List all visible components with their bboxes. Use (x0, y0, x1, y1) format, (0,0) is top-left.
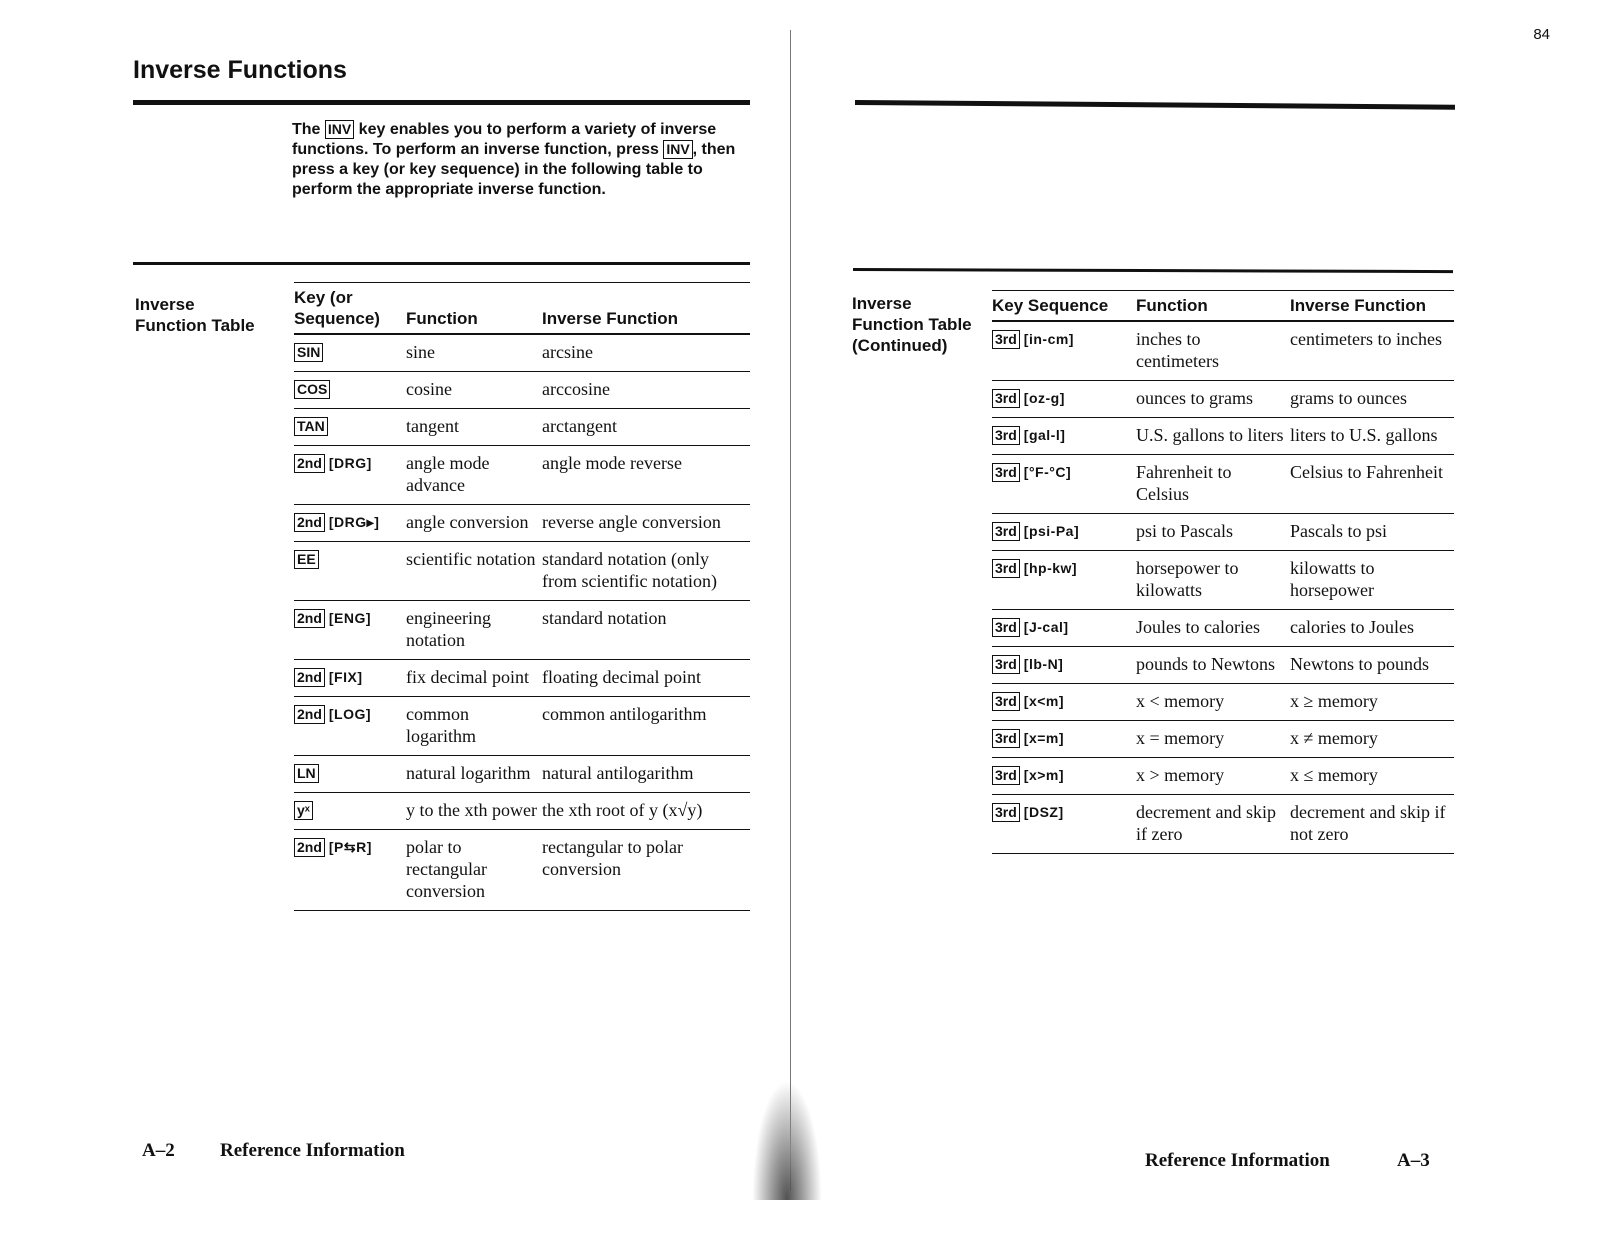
function-cell: ounces to grams (1136, 381, 1290, 418)
key-cell (294, 793, 406, 830)
table-label-line: Inverse (852, 294, 912, 313)
function-cell: natural logarithm (406, 756, 542, 793)
table-row (992, 647, 1454, 684)
footer-section: Reference Information (1145, 1150, 1330, 1171)
table-label-line: (Continued) (852, 336, 948, 355)
table-row (294, 446, 750, 505)
inverse-function-cell: Newtons to pounds (1290, 647, 1454, 684)
key-sequence-suffix: [x>m] (1023, 767, 1065, 783)
column-header-key: Key (or Sequence) (294, 283, 406, 335)
calculator-key-icon: 3rd (992, 389, 1020, 408)
key-sequence-suffix: [LOG] (328, 706, 372, 722)
key-cell (294, 505, 406, 542)
calculator-key-icon: 3rd (992, 766, 1020, 785)
key-sequence-suffix: [in-cm] (1023, 331, 1074, 347)
function-cell: cosine (406, 372, 542, 409)
footer-page-number: A–3 (1397, 1150, 1430, 1171)
function-cell: polar to rectangular conversion (406, 830, 542, 911)
table-row (294, 660, 750, 697)
left-page (0, 0, 795, 1237)
key-sequence-suffix: [lb-N] (1023, 656, 1064, 672)
calculator-key-icon: COS (294, 380, 330, 399)
calculator-key-icon: 3rd (992, 559, 1020, 578)
table-row (992, 381, 1454, 418)
footer-page-number: A–2 (142, 1140, 175, 1161)
inverse-function-cell: x ≥ memory (1290, 684, 1454, 721)
key-sequence-suffix: [oz-g] (1023, 390, 1065, 406)
function-cell: U.S. gallons to liters (1136, 418, 1290, 455)
table-label (135, 294, 255, 336)
inv-key-icon: INV (663, 140, 692, 159)
function-cell: fix decimal point (406, 660, 542, 697)
key-cell (294, 697, 406, 756)
title-rule (133, 100, 750, 105)
section-rule (853, 268, 1453, 273)
key-sequence-suffix: [psi-Pa] (1023, 523, 1080, 539)
table-row (992, 758, 1454, 795)
table-row (294, 334, 750, 372)
table-label (852, 293, 972, 356)
calculator-key-icon: yˣ (294, 801, 313, 820)
calculator-key-icon: LN (294, 764, 319, 783)
key-cell (294, 601, 406, 660)
function-cell: Fahrenheit to Celsius (1136, 455, 1290, 514)
calculator-key-icon: 2nd (294, 454, 325, 473)
table-header-row (992, 291, 1454, 322)
table-row (992, 455, 1454, 514)
calculator-key-icon: EE (294, 550, 319, 569)
calculator-key-icon: SIN (294, 343, 323, 362)
table-row (294, 542, 750, 601)
column-header-function: Function (406, 283, 542, 335)
key-cell (992, 381, 1136, 418)
inverse-function-cell: grams to ounces (1290, 381, 1454, 418)
key-cell (992, 647, 1136, 684)
table-body (992, 321, 1454, 854)
inverse-function-cell: x ≠ memory (1290, 721, 1454, 758)
table-row (294, 793, 750, 830)
function-cell: sine (406, 334, 542, 372)
key-cell (294, 446, 406, 505)
inverse-function-cell: the xth root of y (x√y) (542, 793, 750, 830)
table-header-row (294, 283, 750, 335)
key-cell (992, 455, 1136, 514)
calculator-key-icon: 3rd (992, 729, 1020, 748)
title-rule (855, 100, 1455, 110)
calculator-key-icon: 3rd (992, 655, 1020, 674)
table-label-line: Inverse (135, 295, 195, 314)
inverse-function-cell: floating decimal point (542, 660, 750, 697)
inverse-function-cell: liters to U.S. gallons (1290, 418, 1454, 455)
inverse-function-table-continued (992, 290, 1454, 854)
function-cell: angle conversion (406, 505, 542, 542)
function-cell: psi to Pascals (1136, 514, 1290, 551)
calculator-key-icon: 2nd (294, 609, 325, 628)
function-cell: horsepower to kilowatts (1136, 551, 1290, 610)
calculator-key-icon: 3rd (992, 522, 1020, 541)
key-sequence-suffix: [x=m] (1023, 730, 1065, 746)
key-cell (992, 758, 1136, 795)
key-cell (294, 542, 406, 601)
key-cell (294, 660, 406, 697)
function-cell: inches to centimeters (1136, 321, 1290, 381)
inverse-function-cell: centimeters to inches (1290, 321, 1454, 381)
intro-paragraph (292, 120, 752, 200)
calculator-key-icon: 3rd (992, 692, 1020, 711)
key-sequence-suffix: [J-cal] (1023, 619, 1069, 635)
key-cell (992, 610, 1136, 647)
intro-text-3: , then press a key (or key sequence) in the following table to perform the appropriate inverse function. (292, 141, 736, 198)
table-row (294, 830, 750, 911)
calculator-key-icon: TAN (294, 417, 328, 436)
footer-section: Reference Information (220, 1140, 405, 1161)
section-rule (133, 262, 750, 265)
key-sequence-suffix: [DSZ] (1023, 804, 1064, 820)
inverse-function-cell: standard notation (only from scientific notation) (542, 542, 750, 601)
function-cell: tangent (406, 409, 542, 446)
table-row (992, 721, 1454, 758)
table-row (992, 514, 1454, 551)
function-cell: Joules to calories (1136, 610, 1290, 647)
function-cell: pounds to Newtons (1136, 647, 1290, 684)
calculator-key-icon: 2nd (294, 668, 325, 687)
inverse-function-cell: arccosine (542, 372, 750, 409)
key-cell (992, 321, 1136, 381)
key-cell (294, 409, 406, 446)
function-cell: y to the xth power (406, 793, 542, 830)
function-cell: scientific notation (406, 542, 542, 601)
table-row (294, 697, 750, 756)
calculator-key-icon: 3rd (992, 426, 1020, 445)
key-cell (992, 551, 1136, 610)
inverse-function-cell: x ≤ memory (1290, 758, 1454, 795)
function-cell: common logarithm (406, 697, 542, 756)
key-cell (294, 334, 406, 372)
key-cell (992, 514, 1136, 551)
inverse-function-cell: Pascals to psi (1290, 514, 1454, 551)
function-cell: x > memory (1136, 758, 1290, 795)
key-sequence-suffix: [x<m] (1023, 693, 1065, 709)
table-row (294, 601, 750, 660)
key-sequence-suffix: [P⇆R] (328, 839, 372, 855)
key-cell (992, 418, 1136, 455)
table-row (992, 610, 1454, 647)
inverse-function-cell: natural antilogarithm (542, 756, 750, 793)
key-cell (294, 372, 406, 409)
inv-key-icon: INV (325, 120, 354, 139)
calculator-key-icon: 3rd (992, 463, 1020, 482)
column-header-key: Key Sequence (992, 291, 1136, 322)
table-row (294, 756, 750, 793)
inverse-function-cell: standard notation (542, 601, 750, 660)
key-cell (992, 795, 1136, 854)
table-label-line: Function Table (852, 315, 972, 334)
inverse-function-cell: arcsine (542, 334, 750, 372)
inverse-function-cell: angle mode reverse (542, 446, 750, 505)
table-row (294, 505, 750, 542)
page-title: Inverse Functions (133, 56, 347, 84)
function-cell: x < memory (1136, 684, 1290, 721)
key-sequence-suffix: [DRG] (328, 455, 372, 471)
table-row (992, 684, 1454, 721)
column-header-inverse: Inverse Function (1290, 291, 1454, 322)
function-cell: angle mode advance (406, 446, 542, 505)
table-row (294, 372, 750, 409)
key-cell (294, 756, 406, 793)
table-row (992, 321, 1454, 381)
table-body (294, 334, 750, 911)
key-sequence-suffix: [hp-kw] (1023, 560, 1078, 576)
calculator-key-icon: 2nd (294, 513, 325, 532)
calculator-key-icon: 3rd (992, 330, 1020, 349)
key-cell (294, 830, 406, 911)
function-cell: engineering notation (406, 601, 542, 660)
table-row (992, 795, 1454, 854)
inverse-function-cell: kilowatts to horsepower (1290, 551, 1454, 610)
key-cell (992, 721, 1136, 758)
function-cell: decrement and skip if zero (1136, 795, 1290, 854)
inverse-function-cell: rectangular to polar conversion (542, 830, 750, 911)
key-sequence-suffix: [DRG▸] (328, 514, 380, 530)
inverse-function-cell: arctangent (542, 409, 750, 446)
key-sequence-suffix: [ENG] (328, 610, 372, 626)
column-header-function: Function (1136, 291, 1290, 322)
calculator-key-icon: 2nd (294, 705, 325, 724)
right-page (795, 0, 1600, 1237)
calculator-key-icon: 3rd (992, 803, 1020, 822)
calculator-key-icon: 3rd (992, 618, 1020, 637)
inverse-function-cell: Celsius to Fahrenheit (1290, 455, 1454, 514)
key-sequence-suffix: [FIX] (328, 669, 363, 685)
table-row (992, 551, 1454, 610)
key-sequence-suffix: [gal-l] (1023, 427, 1066, 443)
inverse-function-cell: reverse angle conversion (542, 505, 750, 542)
table-label-line: Function Table (135, 316, 255, 335)
column-header-inverse: Inverse Function (542, 283, 750, 335)
inverse-function-cell: common antilogarithm (542, 697, 750, 756)
key-cell (992, 684, 1136, 721)
intro-text-2: key enables you to perform a variety of inverse functions. To perform an inverse function, press (292, 121, 717, 158)
scan-page-number: 84 (1533, 26, 1550, 43)
key-sequence-suffix: [°F-°C] (1023, 464, 1072, 480)
intro-text-1: The (292, 121, 325, 138)
table-row (294, 409, 750, 446)
inverse-function-cell: decrement and skip if not zero (1290, 795, 1454, 854)
function-cell: x = memory (1136, 721, 1290, 758)
calculator-key-icon: 2nd (294, 838, 325, 857)
inverse-function-table (294, 282, 750, 911)
inverse-function-cell: calories to Joules (1290, 610, 1454, 647)
table-row (992, 418, 1454, 455)
